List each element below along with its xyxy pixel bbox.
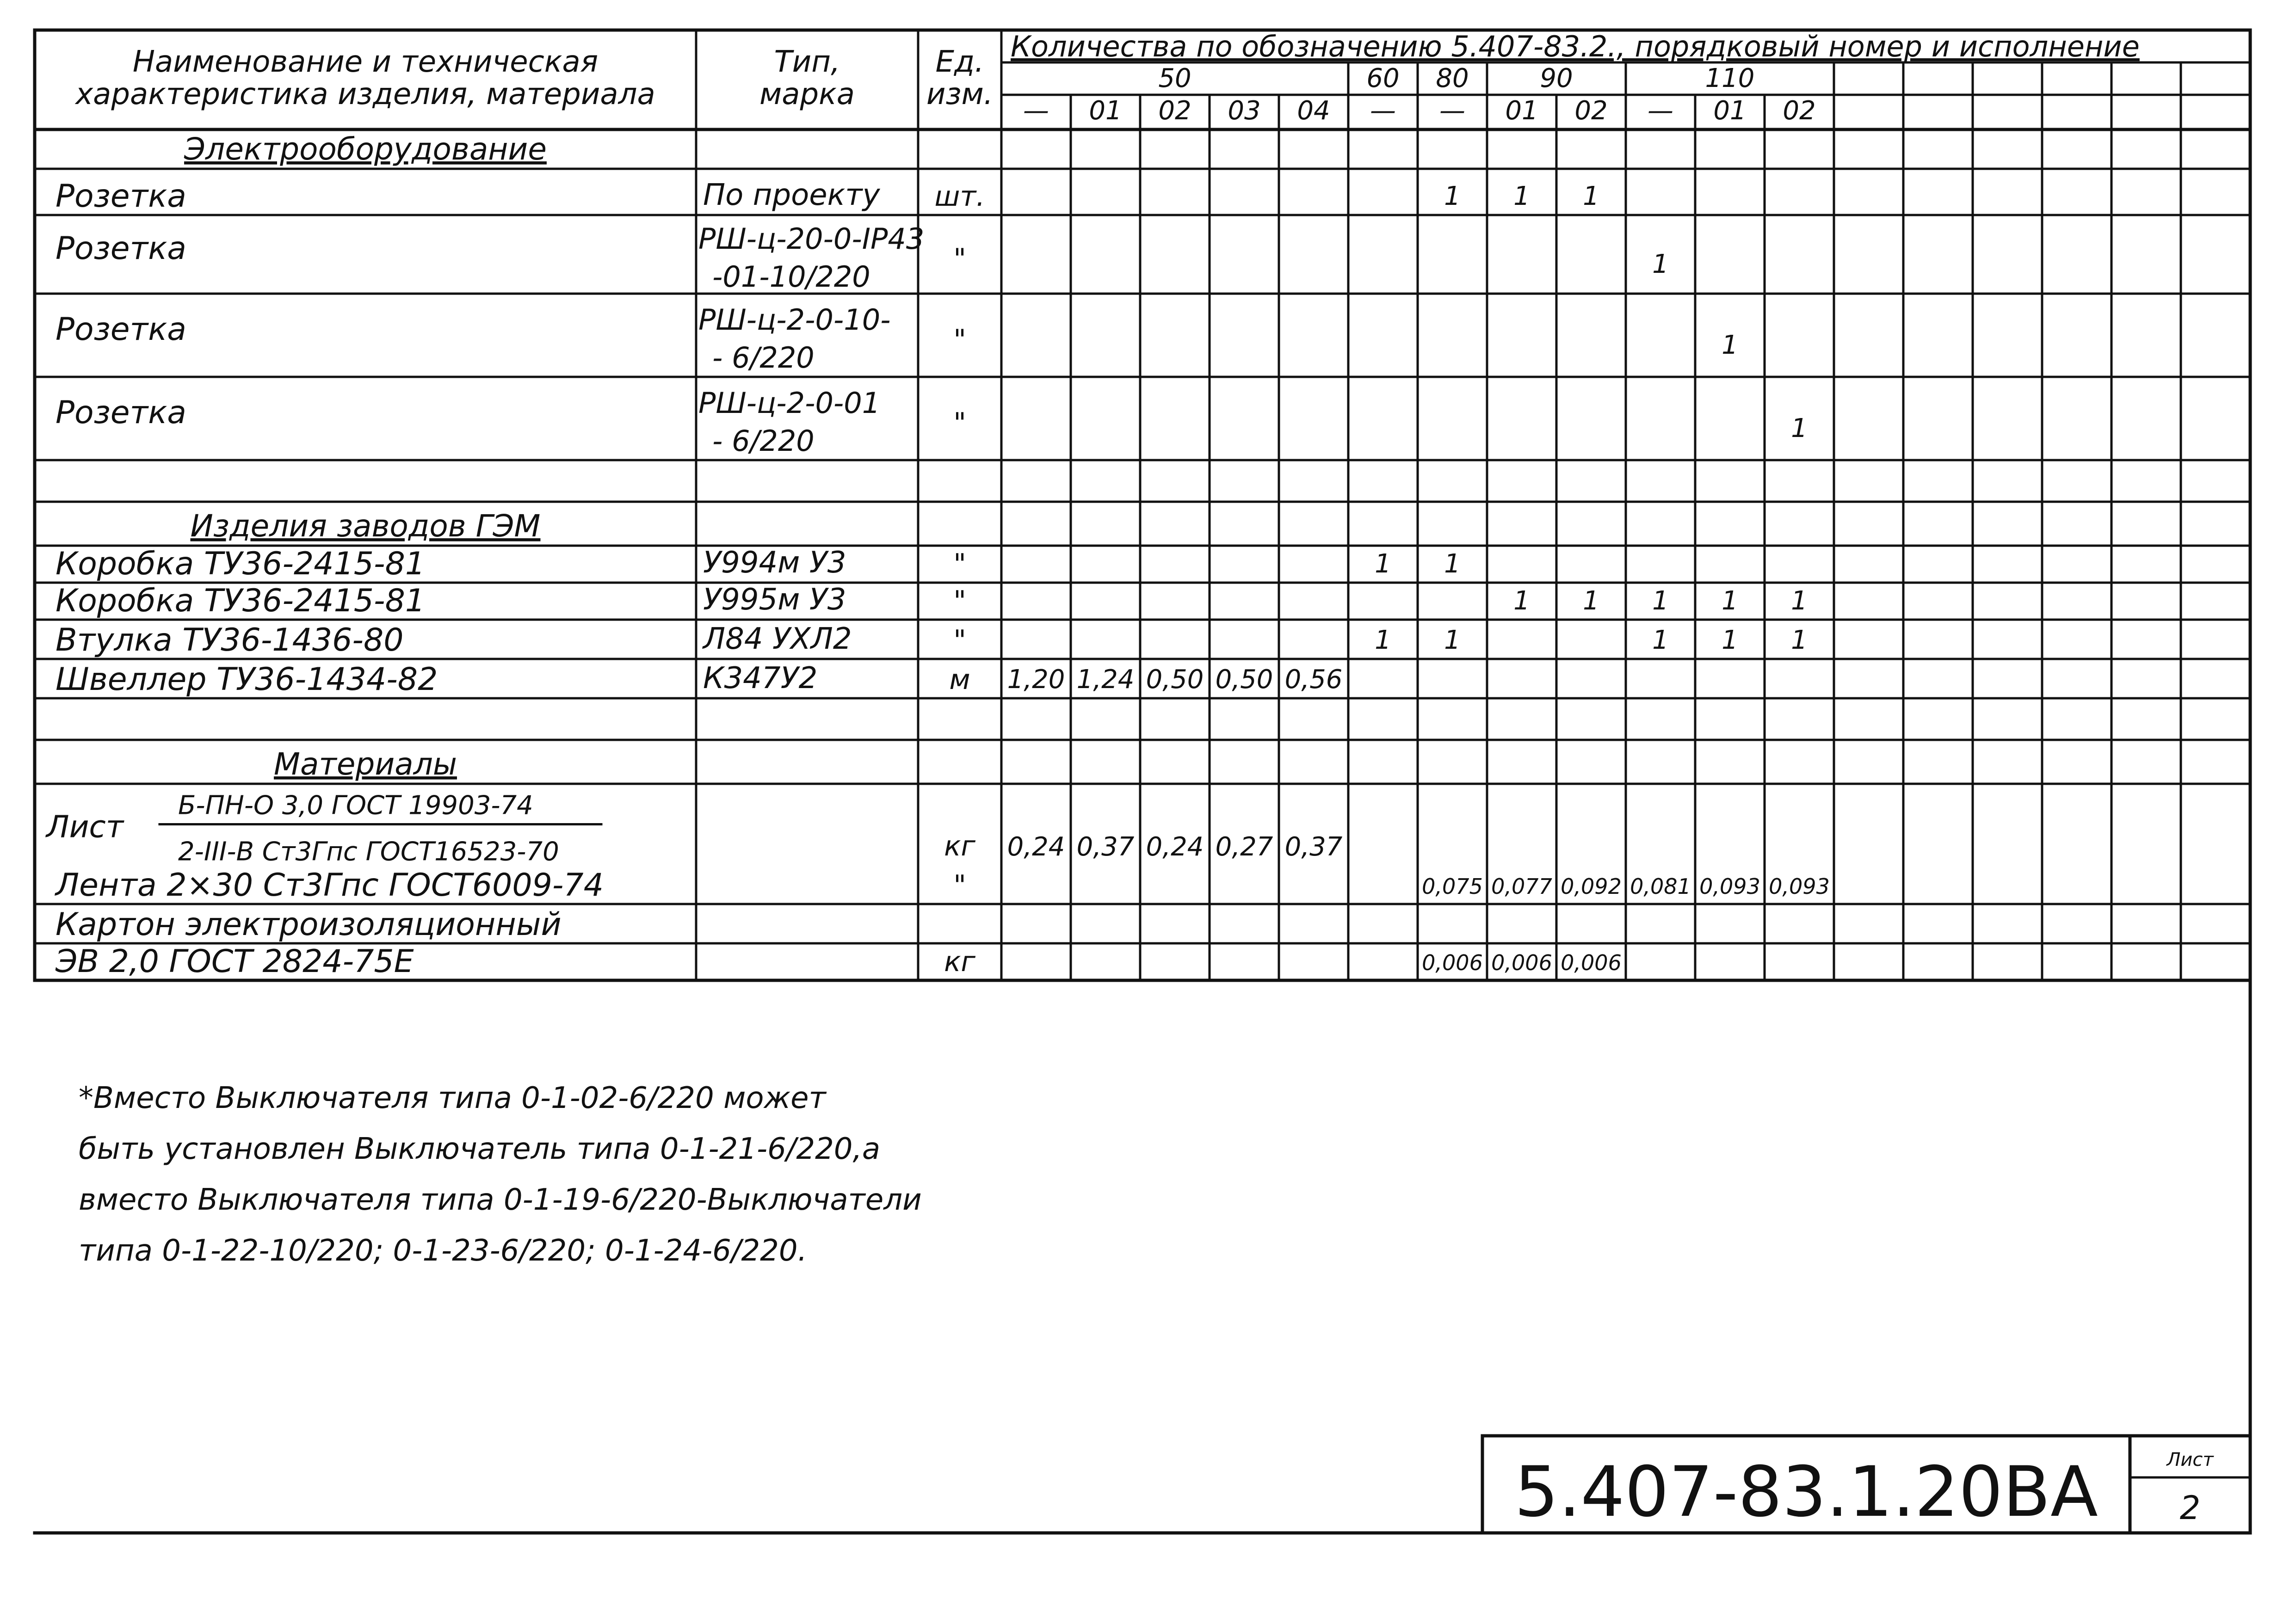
row-name: Картон электроизоляционный: [56, 906, 562, 943]
header-group-label: 80: [1436, 63, 1469, 93]
header-subcolumn-label: 02: [1574, 96, 1608, 126]
quantity-cell: 0,50: [1146, 664, 1204, 695]
quantity-cell: 1: [1722, 586, 1738, 616]
row-name: Лист: [46, 809, 124, 845]
quantity-cell: 0,56: [1284, 664, 1343, 695]
row-name: Розетка: [56, 178, 186, 215]
row-unit: ": [953, 243, 966, 275]
quantity-cell: 1: [1583, 586, 1599, 616]
row-unit: ": [953, 324, 966, 356]
header-subcolumn-label: 01: [1505, 96, 1538, 126]
footnote-line: *Вместо Выключателя типа 0-1-02-6/220 может: [79, 1081, 826, 1115]
quantity-cell: 0,27: [1215, 832, 1273, 862]
footnote: [79, 1073, 1142, 1276]
header-subcolumn-label: —: [1648, 96, 1673, 126]
row-type: -01-10/220: [712, 260, 870, 294]
header-group-label: 90: [1540, 63, 1573, 93]
quantity-cell: 0,50: [1215, 664, 1273, 695]
header-group-label: 110: [1705, 63, 1755, 93]
header-subcolumn-label: 02: [1158, 96, 1191, 126]
quantity-cell: 0,006: [1561, 950, 1622, 975]
row-unit: ": [953, 548, 966, 580]
footnote-line: типа 0-1-22-10/220; 0-1-23-6/220; 0-1-24-6/220.: [79, 1234, 807, 1268]
section-heading: Изделия заводов ГЭМ: [190, 508, 541, 544]
row-type: У995м У3: [703, 583, 846, 617]
row-type: У994м У3: [703, 546, 846, 580]
quantity-cell: 0,093: [1769, 874, 1830, 899]
quantity-cell: 1: [1513, 586, 1530, 616]
quantity-cell: 0,077: [1491, 874, 1552, 899]
row-name: Розетка: [56, 394, 186, 431]
row-name: Розетка: [56, 230, 186, 267]
row-unit: кг: [944, 830, 975, 862]
footnote-line: вместо Выключателя типа 0-1-19-6/220-Выключатели: [79, 1183, 922, 1217]
quantity-cell: 1: [1375, 625, 1391, 655]
row-type: - 6/220: [712, 424, 815, 458]
row-name-upper: Б-ПН-О 3,0 ГОСТ 19903-74: [178, 790, 533, 821]
row-unit: шт.: [934, 180, 985, 213]
quantity-cell: 1: [1652, 586, 1669, 616]
row-name-lower: 2-III-В Ст3Гпс ГОСТ16523-70: [178, 837, 559, 867]
row-type: По проекту: [703, 178, 880, 212]
quantity-cell: 1: [1722, 330, 1738, 360]
quantity-cell: 0,006: [1422, 950, 1483, 975]
row-unit: ": [953, 585, 966, 617]
quantity-cell: 1: [1791, 413, 1808, 443]
quantity-cell: 1: [1583, 181, 1599, 211]
header-group-label: 60: [1366, 63, 1400, 93]
quantity-cell: 1: [1791, 586, 1808, 616]
header-subcolumn-label: —: [1439, 96, 1465, 126]
header-subcolumn-label: —: [1370, 96, 1396, 126]
table-text: [45, 30, 2214, 1532]
header-subcolumn-label: 01: [1089, 96, 1122, 126]
quantity-cell: 1: [1444, 181, 1461, 211]
row-type: - 6/220: [712, 341, 815, 375]
footnote-line: быть установлен Выключатель типа 0-1-21-6/220,а: [79, 1132, 881, 1166]
row-name: ЭВ 2,0 ГОСТ 2824-75Е: [56, 943, 414, 980]
sheet-number: 2: [2179, 1489, 2201, 1527]
header-quantity-label: Количества по обозначению 5.407-83.2., порядковый номер и исполнение: [1011, 30, 2140, 63]
quantity-cell: 0,093: [1699, 874, 1760, 899]
row-name: Коробка ТУ36-2415-81: [56, 546, 426, 582]
header-type-label: марка: [759, 77, 855, 111]
header-subcolumn-label: 04: [1297, 96, 1330, 126]
quantity-cell: 0,006: [1491, 950, 1552, 975]
row-name: Лента 2×30 Ст3Гпс ГОСТ6009-74: [56, 867, 604, 904]
row-unit: кг: [944, 946, 975, 978]
section-heading: Электрооборудование: [184, 131, 547, 167]
quantity-cell: 1: [1444, 549, 1461, 579]
section-heading: Материалы: [274, 746, 457, 782]
header-type-label: Тип,: [774, 45, 840, 79]
quantity-cell: 1: [1722, 625, 1738, 655]
quantity-cell: 1,24: [1076, 664, 1135, 695]
row-unit: ": [953, 407, 966, 439]
header-name-label: Наименование и техническая: [132, 45, 599, 79]
row-type: Л84 УХЛ2: [703, 622, 852, 656]
quantity-cell: 0,075: [1422, 874, 1483, 899]
header-group-label: 50: [1158, 63, 1191, 93]
row-type: К347У2: [703, 661, 818, 695]
sheet-label: Лист: [2166, 1449, 2214, 1470]
header-subcolumn-label: 02: [1783, 96, 1816, 126]
row-type: РШ-ц-20-0-IP43: [698, 222, 925, 256]
row-unit: ": [953, 624, 966, 657]
header-unit-label: Ед.: [935, 45, 984, 79]
row-name: Втулка ТУ36-1436-80: [56, 622, 404, 658]
quantity-cell: 0,24: [1007, 832, 1065, 862]
header-subcolumn-label: 01: [1713, 96, 1747, 126]
row-unit: м: [949, 664, 970, 696]
quantity-cell: 1: [1444, 625, 1461, 655]
quantity-cell: 0,081: [1630, 874, 1691, 899]
document-designation: 5.407-83.1.20ВА: [1514, 1452, 2098, 1532]
row-name: Розетка: [56, 311, 186, 348]
header-name-label: характеристика изделия, материала: [75, 77, 655, 111]
quantity-cell: 1: [1652, 625, 1669, 655]
quantity-cell: 1: [1652, 249, 1669, 279]
header-subcolumn-label: —: [1023, 96, 1049, 126]
quantity-cell: 0,37: [1076, 832, 1135, 862]
row-unit: ": [953, 869, 966, 902]
quantity-cell: 0,24: [1146, 832, 1204, 862]
quantity-cell: 0,37: [1284, 832, 1343, 862]
quantity-cell: 1: [1513, 181, 1530, 211]
quantity-cell: 1: [1375, 549, 1391, 579]
quantity-cell: 0,092: [1561, 874, 1622, 899]
quantity-cell: 1: [1791, 625, 1808, 655]
header-subcolumn-label: 03: [1228, 96, 1261, 126]
row-type: РШ-ц-2-0-01: [698, 386, 881, 420]
quantity-cell: 1,20: [1007, 664, 1065, 695]
row-name: Коробка ТУ36-2415-81: [56, 583, 426, 619]
header-unit-label: изм.: [926, 77, 994, 111]
row-type: РШ-ц-2-0-10-: [698, 303, 891, 337]
row-name: Швеллер ТУ36-1434-82: [56, 661, 438, 698]
